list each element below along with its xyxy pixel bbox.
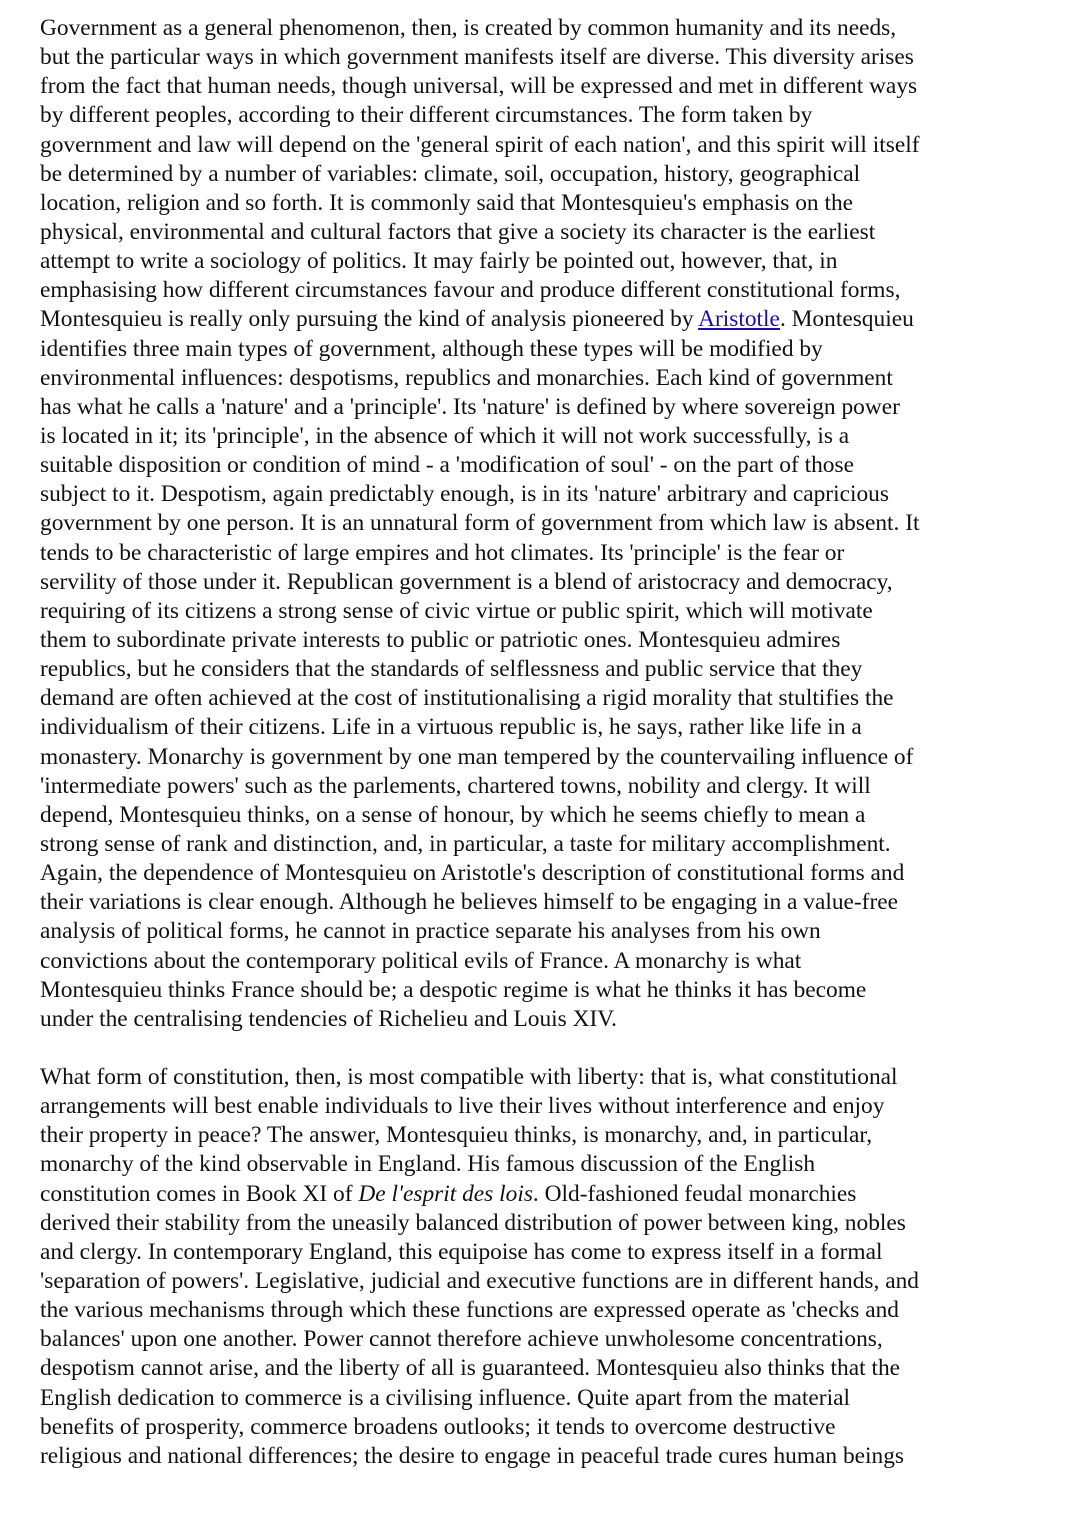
- text-line: their property in peace? The answer, Montesquieu thinks, is monarchy, and, in particular,: [40, 1122, 873, 1149]
- text-line: from the fact that human needs, though universal, will be expressed and met in different ways: [40, 73, 918, 100]
- text-line: demand are often achieved at the cost of institutionalising a rigid morality that stultifies the: [40, 685, 894, 712]
- text-line: their variations is clear enough. Although he believes himself to be engaging in a value-free: [40, 889, 899, 916]
- text-line: depend, Montesquieu thinks, on a sense of honour, by which he seems chiefly to mean a: [40, 801, 866, 828]
- paragraph-1: [40, 14, 1050, 1034]
- text-line: English dedication to commerce is a civilising influence. Quite apart from the material: [40, 1384, 850, 1411]
- text-segment: . Montesquieu: [779, 306, 914, 333]
- text-line: 'separation of powers'. Legislative, judicial and executive functions are in different hands, and: [40, 1268, 919, 1295]
- text-line: strong sense of rank and distinction, and, in particular, a taste for military accomplishment.: [40, 830, 891, 857]
- text-line: Government as a general phenomenon, then, is created by common humanity and its needs,: [40, 15, 897, 41]
- text-segment: constitution comes in Book XI of: [40, 1180, 359, 1207]
- book-title: De l'esprit des lois: [358, 1180, 533, 1207]
- text-line: arrangements will best enable individuals to live their lives without interference and enjoy: [40, 1093, 885, 1120]
- text-line: republics, but he considers that the standards of selflessness and public service that they: [40, 656, 863, 683]
- text-line: requiring of its citizens a strong sense of civic virtue or public spirit, which will motivate: [40, 597, 873, 624]
- document-page: [40, 14, 1050, 1500]
- aristotle-link[interactable]: Aristotle: [698, 306, 780, 333]
- text-line: derived their stability from the uneasily balanced distribution of power between king, nobles: [40, 1209, 906, 1236]
- text-line: emphasising how different circumstances favour and produce different constitutional forms,: [40, 277, 901, 304]
- text-line: Again, the dependence of Montesquieu on Aristotle's description of constitutional forms and: [40, 860, 905, 887]
- text-line: analysis of political forms, he cannot in practice separate his analyses from his own: [40, 918, 821, 945]
- text-line: environmental influences: despotisms, republics and monarchies. Each kind of government: [40, 364, 893, 391]
- text-line: the various mechanisms through which these functions are expressed operate as 'checks and: [40, 1297, 899, 1324]
- text-line: monastery. Monarchy is government by one man tempered by the countervailing influence of: [40, 743, 914, 770]
- text-line: benefits of prosperity, commerce broadens outlooks; it tends to overcome destructive: [40, 1413, 836, 1440]
- text-line: government and law will depend on the 'general spirit of each nation', and this spirit will itself: [40, 131, 920, 158]
- text-segment: . Old-fashioned feudal monarchies: [532, 1180, 857, 1207]
- text-line: and clergy. In contemporary England, this equipoise has come to express itself in a formal: [40, 1238, 883, 1265]
- text-line: individualism of their citizens. Life in a virtuous republic is, he says, rather like life in a: [40, 714, 862, 741]
- text-line: be determined by a number of variables: climate, soil, occupation, history, geographical: [40, 160, 861, 187]
- text-line: [40, 1471, 1050, 1500]
- text-line: but the particular ways in which government manifests itself are diverse. This diversity arises: [40, 44, 914, 71]
- text-line: religious and national differences; the desire to engage in peaceful trade cures human beings: [40, 1442, 905, 1469]
- paragraph-2: [40, 1063, 1050, 1500]
- text-line: attempt to write a sociology of politics. It may fairly be pointed out, however, that, in: [40, 248, 838, 275]
- text-line: them to subordinate private interests to public or patriotic ones. Montesquieu admires: [40, 626, 841, 653]
- text-line: servility of those under it. Republican government is a blend of aristocracy and democracy,: [40, 568, 893, 595]
- text-line-with-title: [40, 1180, 1050, 1209]
- text-line: government by one person. It is an unnatural form of government from which law is absent. It: [40, 510, 920, 537]
- text-line: physical, environmental and cultural factors that give a society its character is the earliest: [40, 218, 876, 245]
- text-line: balances' upon one another. Power cannot therefore achieve unwholesome concentrations,: [40, 1326, 883, 1353]
- text-line: suitable disposition or condition of mind - a 'modification of soul' - on the part of those: [40, 452, 854, 479]
- text-line: under the centralising tendencies of Richelieu and Louis XIV.: [40, 1005, 618, 1032]
- text-line: has what he calls a 'nature' and a 'principle'. Its 'nature' is defined by where sovereign power: [40, 393, 900, 420]
- text-line: location, religion and so forth. It is commonly said that Montesquieu's emphasis on the: [40, 189, 854, 216]
- text-line: is located in it; its 'principle', in the absence of which it will not work successfully, is a: [40, 422, 850, 449]
- text-line: convictions about the contemporary political evils of France. A monarchy is what: [40, 947, 802, 974]
- text-segment: Montesquieu is really only pursuing the kind of analysis pioneered by: [40, 306, 699, 333]
- text-line: identifies three main types of government, although these types will be modified by: [40, 335, 823, 362]
- text-line: monarchy of the kind observable in England. His famous discussion of the English: [40, 1151, 816, 1178]
- text-line: subject to it. Despotism, again predictably enough, is in its 'nature' arbitrary and capricious: [40, 481, 889, 508]
- text-line: tends to be characteristic of large empires and hot climates. Its 'principle' is the fear or: [40, 539, 845, 566]
- text-line: 'intermediate powers' such as the parlements, chartered towns, nobility and clergy. It will: [40, 772, 871, 799]
- text-line-with-link: [40, 305, 1050, 334]
- text-line: Montesquieu thinks France should be; a despotic regime is what he thinks it has become: [40, 976, 867, 1003]
- text-line: What form of constitution, then, is most compatible with liberty: that is, what constitutional: [40, 1064, 898, 1091]
- text-line: by different peoples, according to their different circumstances. The form taken by: [40, 102, 813, 129]
- paragraph-spacer: [40, 1034, 1050, 1063]
- text-line: despotism cannot arise, and the liberty of all is guaranteed. Montesquieu also thinks that the: [40, 1355, 901, 1382]
